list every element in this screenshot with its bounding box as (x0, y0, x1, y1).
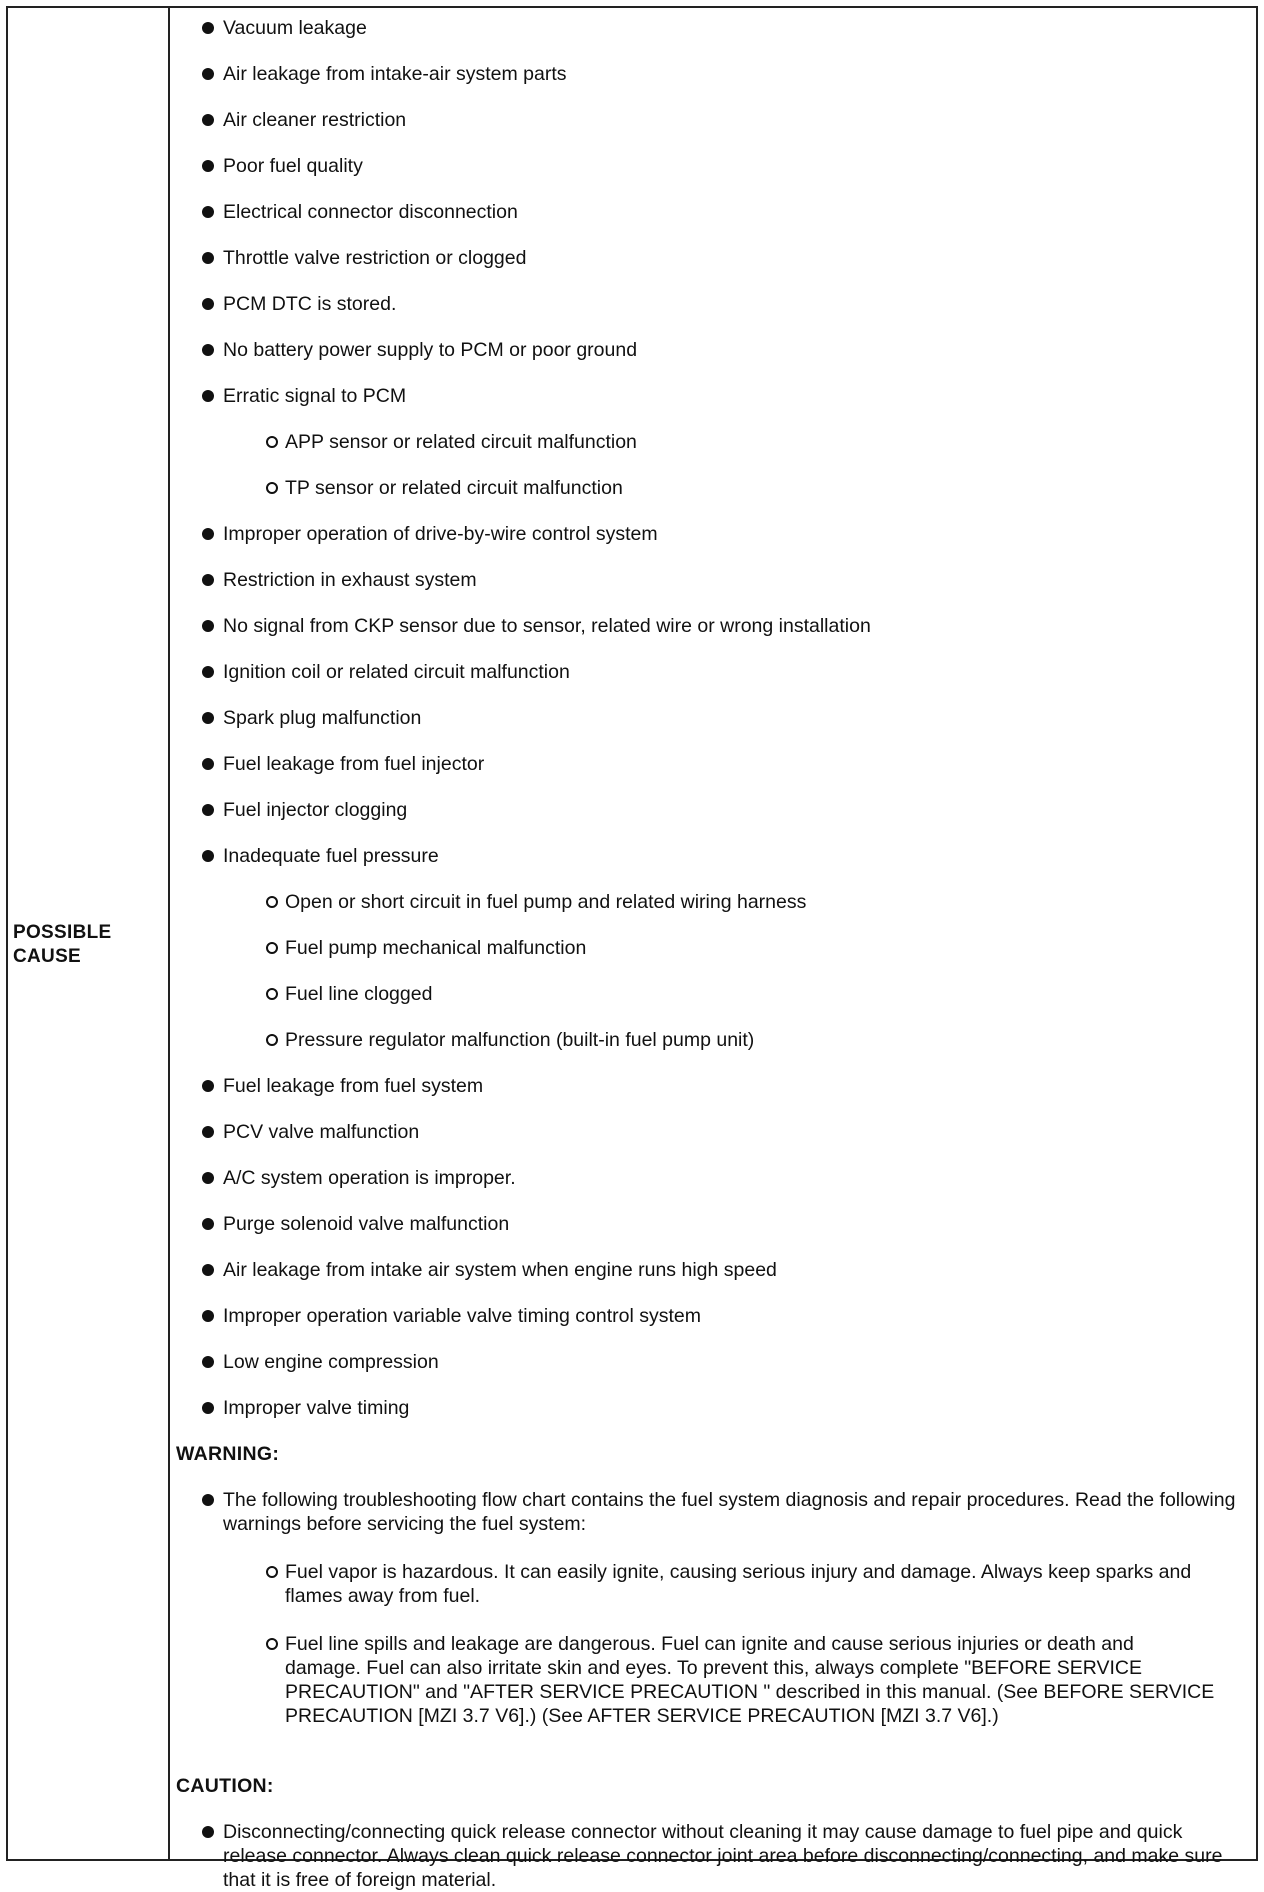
warning-heading: WARNING: (176, 1443, 280, 1465)
cause-subitem: Fuel line clogged (285, 983, 433, 1005)
bullet-icon (202, 344, 214, 356)
bullet-icon (202, 1494, 214, 1506)
bullet-icon (202, 1356, 214, 1368)
bullet-icon (202, 114, 214, 126)
cause-item: Restriction in exhaust system (223, 569, 477, 591)
cause-subitem: APP sensor or related circuit malfunction (285, 431, 637, 453)
cause-item: Improper valve timing (223, 1397, 410, 1419)
bullet-icon (202, 712, 214, 724)
row-label-possible-cause: POSSIBLE CAUSE (13, 922, 112, 967)
cause-item: PCV valve malfunction (223, 1121, 420, 1143)
cause-item: Ignition coil or related circuit malfunction (223, 661, 570, 683)
bullet-icon (202, 574, 214, 586)
sub-bullet-icon (266, 1566, 278, 1578)
warning-item: Fuel vapor is hazardous. It can easily ignite, causing serious injury and damage. Always keep sparks and flames away from fuel. (285, 1561, 1192, 1607)
cause-item: Fuel injector clogging (223, 799, 408, 821)
sub-bullet-icon (266, 1638, 278, 1650)
bullet-icon (202, 1402, 214, 1414)
bullet-icon (202, 160, 214, 172)
cause-item: Improper operation variable valve timing control system (223, 1305, 701, 1327)
cause-item: Electrical connector disconnection (223, 201, 518, 223)
cause-item: PCM DTC is stored. (223, 293, 397, 315)
bullet-icon (202, 528, 214, 540)
cause-item: Low engine compression (223, 1351, 439, 1373)
cause-subitem: Open or short circuit in fuel pump and related wiring harness (285, 891, 807, 913)
sub-bullet-icon (266, 482, 278, 494)
cause-content (170, 8, 1256, 1891)
caution-heading: CAUTION: (176, 1775, 274, 1797)
bullet-icon (202, 390, 214, 402)
bullet-icon (202, 1826, 214, 1838)
bullet-icon (202, 1126, 214, 1138)
sub-bullet-icon (266, 988, 278, 1000)
bullet-icon (202, 206, 214, 218)
cause-item: Vacuum leakage (223, 17, 367, 39)
bullet-icon (202, 1310, 214, 1322)
warning-intro: The following troubleshooting flow chart contains the fuel system diagnosis and repair procedures. Read the following warnings before servicing the fuel system: (223, 1489, 1236, 1535)
cause-item: Erratic signal to PCM (223, 385, 407, 407)
bullet-icon (202, 758, 214, 770)
bullet-icon (202, 850, 214, 862)
bullet-icon (202, 804, 214, 816)
cause-subitem: Fuel pump mechanical malfunction (285, 937, 587, 959)
cause-item: Poor fuel quality (223, 155, 363, 177)
warning-item: Fuel line spills and leakage are dangerous. Fuel can ignite and cause serious injuries or death and damage. Fuel can also irritate skin and eyes. To prevent this, always complete "BEFORE SERVICE PRECAUTION" and "AFTER SERVICE PRECAUTION " described in this manual. (See BEFORE SERVICE PRECAUTION [MZI 3.7 V6].) (See AFTER SERVICE PRECAUTION [MZI 3.7 V6].) (285, 1633, 1215, 1727)
bullet-icon (202, 1080, 214, 1092)
sub-bullet-icon (266, 942, 278, 954)
bullet-icon (202, 298, 214, 310)
bullet-icon (202, 1172, 214, 1184)
cause-item: Fuel leakage from fuel injector (223, 753, 485, 775)
sub-bullet-icon (266, 1034, 278, 1046)
cause-item: Improper operation of drive-by-wire control system (223, 523, 658, 545)
sub-bullet-icon (266, 896, 278, 908)
bullet-icon (202, 666, 214, 678)
cause-table (6, 6, 1258, 1891)
cause-item: Air cleaner restriction (223, 109, 407, 131)
bullet-icon (202, 1264, 214, 1276)
cause-item: Spark plug malfunction (223, 707, 422, 729)
cause-item: A/C system operation is improper. (223, 1167, 516, 1189)
bullet-icon (202, 252, 214, 264)
cause-subitem: TP sensor or related circuit malfunction (285, 477, 623, 499)
bullet-icon (202, 68, 214, 80)
cause-item: Fuel leakage from fuel system (223, 1075, 484, 1097)
bullet-icon (202, 1218, 214, 1230)
caution-item: Disconnecting/connecting quick release connector without cleaning it may cause damage to fuel pipe and quick release connector. Always clean quick release connector joint area before disconnecting/connecting, and make sure that it is free of foreign material. (223, 1821, 1223, 1891)
cause-item: Purge solenoid valve malfunction (223, 1213, 510, 1235)
cause-item: Air leakage from intake air system when engine runs high speed (223, 1259, 777, 1281)
cause-item: Air leakage from intake-air system parts (223, 63, 567, 85)
cause-item: Inadequate fuel pressure (223, 845, 439, 867)
sub-bullet-icon (266, 436, 278, 448)
cause-subitem: Pressure regulator malfunction (built-in fuel pump unit) (285, 1029, 755, 1051)
cause-item: Throttle valve restriction or clogged (223, 247, 527, 269)
cause-item: No signal from CKP sensor due to sensor, related wire or wrong installation (223, 615, 871, 637)
cause-item: No battery power supply to PCM or poor ground (223, 339, 638, 361)
bullet-icon (202, 620, 214, 632)
bullet-icon (202, 22, 214, 34)
